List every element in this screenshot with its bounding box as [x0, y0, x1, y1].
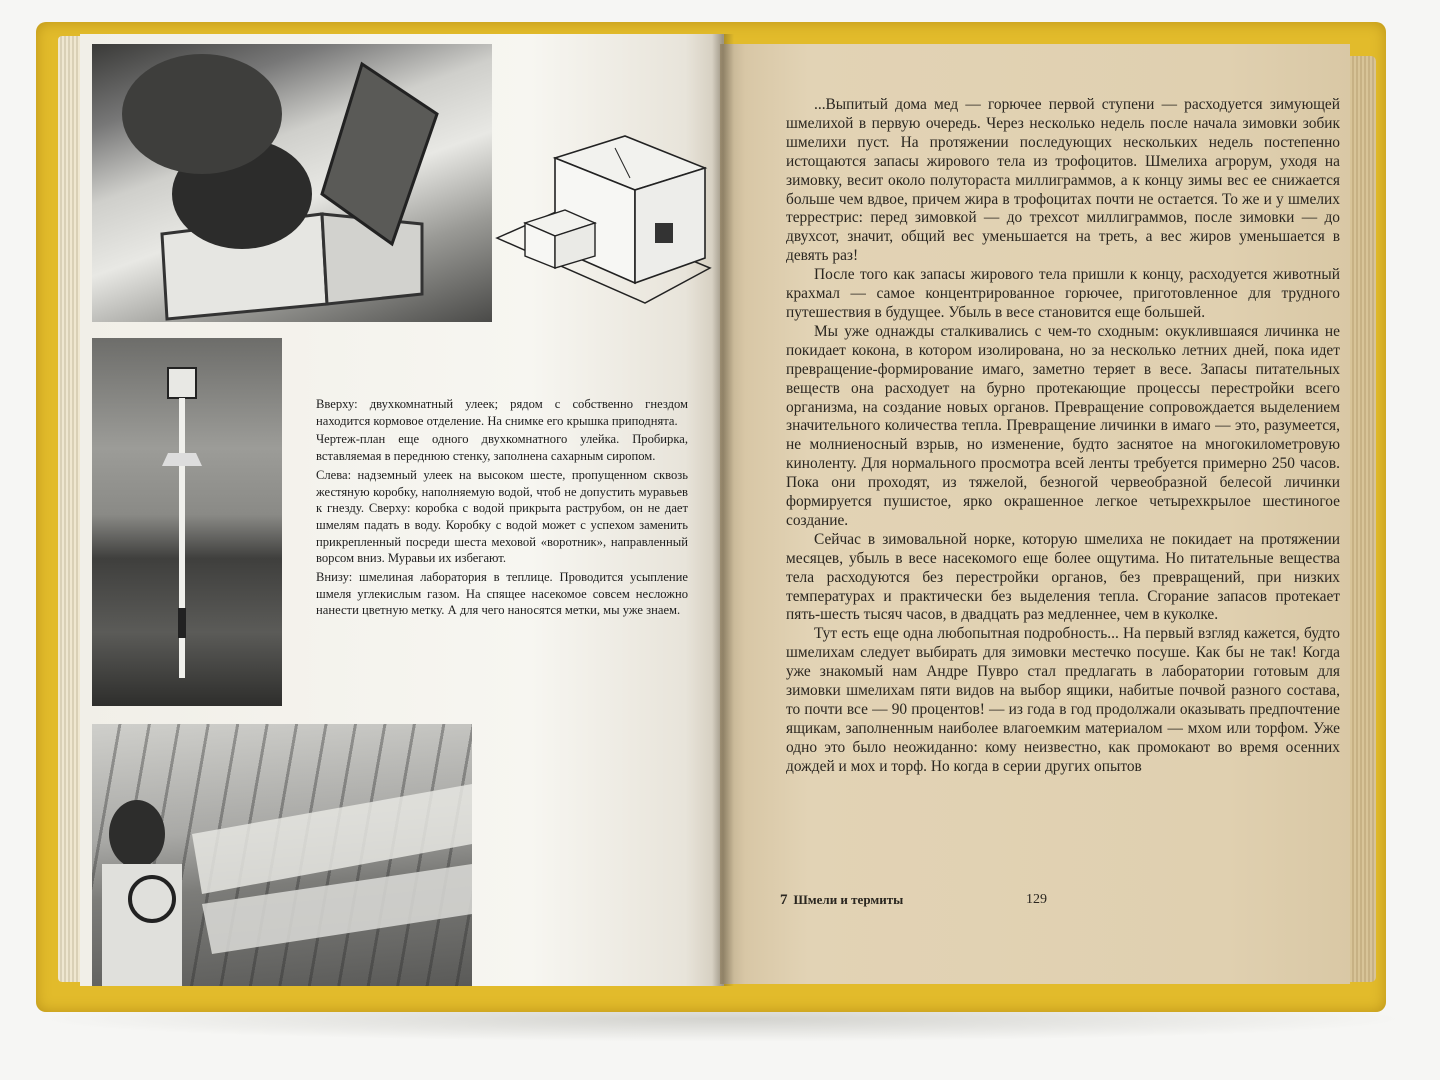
signature-mark [780, 892, 903, 909]
photo-hive-on-pole [92, 338, 282, 706]
paragraph: Сейчас в зимовальной норке, которую шмелиха не покидает на протяжении месяцев, убыль в весе насекомого еще более ощутима. Но питательные вещества тела расходуются без перестройки органов, без превращений, при низких температурах и практически без выделения тепла. Сгорание запасов протекает пять-шесть тысяч часов, в двадцать раз медленнее, чем в куколке. [786, 530, 1340, 624]
photo-greenhouse-lab [92, 724, 472, 986]
body-text [786, 96, 1340, 777]
caption-paragraph: Вверху: двухкомнатный улеек; рядом с собственно гнездом находится кормовое отделение. На снимке его крышка приподнята. [316, 397, 688, 428]
paragraph: После того как запасы жирового тела пришли к концу, расходуется животный крахмал — самое концентрированное горючее, приготовленное для трудного путешествия в будущее. Убыль в весе становится еще большей. [786, 266, 1340, 321]
caption-paragraph: Чертеж-план еще одного двухкомнатного улейка. Пробирка, вставляемая в переднюю стенку, заполнена сахарным сиропом. [316, 432, 688, 464]
signature-title: Шмели и термиты [793, 892, 904, 907]
page-footer [780, 892, 1260, 912]
photo-hive-with-hands [92, 44, 492, 322]
paragraph: ...Выпитый дома мед — горючее первой ступени — расходуется зимующей шмелихой в первую очередь. Через несколько недель после начала зимовки зобик шмелихи пуст. На протяжении последующих нескольких недель постепенно истощаются запасы жирового тела из трофоцитов. Шмелиха агрорум, уходя на зимовку, весит около полутораста миллиграммов, а к концу зимы вес ее снижается больше чем вдвое, причем жира в трофоцитах почти не остается. То же и у шмелих террестрис: перед зимовкой — до трехсот миллиграммов, после зимовки — до двухсот, значит, общий вес уменьшается на треть, а вес жиров уменьшается в девять раз! [786, 96, 1340, 265]
hive-sketch-drawing [495, 128, 717, 306]
caption-paragraph: Внизу: шмелиная лаборатория в теплице. Проводится усыпление шмеля углекислым газом. На спящее насекомое совсем несложно нанести цветную метку. А для чего наносятся метки, мы уже знаем. [316, 570, 688, 618]
paragraph: Мы уже однажды сталкивались с чем-то сходным: окуклившаяся личинка не покидает кокона, в котором изолирована, но за несколько летних дней, пока идет превращение-формирование имаго, заметно теряет в весе. Запасы питательных веществ она расходует на бурно протекающие процессы перестройки всего организма, на создание новых органов. Превращение сопровождается выделением значительного количества тепла. Превращение личинки в имаго — это, разумеется, не молниеносный взрыв, но изменение, будто заснятое на многокилометровую киноленту. Для нормального просмотра всей ленты требуется примерно 250 часов. Пока они проходят, из тяжелой, безногой червеобразной белесой личинки формируется пушистое, ярко окрашенное легкое четырехкрылое шестиногое создание. [786, 322, 1340, 529]
caption-paragraph: Слева: надземный улеек на высоком шесте, пропущенном сквозь жестяную коробку, наполняемую водой, чтоб не допустить муравьев к гнезду. Сверху: коробка с водой прикрыта раструбом, он не дает шмелям падать в воду. Коробку с водой может с успехом заменить прикрепленный посреди шеста меховой «воротник», направленный ворсом вниз. Муравьи их избегают. [316, 467, 688, 566]
page-number: 129 [1026, 892, 1047, 907]
paragraph: Тут есть еще одна любопытная подробность... На первый взгляд кажется, будто шмелихам следует выбирать для зимовки местечко посуше. Как бы не так! Когда уже знакомый нам Андре Пувро стал предлагать в лаборатории готовым для зимовки шмелихам пяти видов на выбор ящики, набитые почвой разного состава, то почти все — 90 процентов! — из года в год продолжали оказывать предпочтение ящикам, заполненным наиболее влагоемким материалом — мхом или торфом. Уже одно это было неожиданно: кому неизвестно, как промокают во время осенних дождей и мох и торф. Но когда в серии других опытов [786, 625, 1340, 775]
figure-caption [316, 396, 688, 621]
signature-number: 7 [780, 892, 788, 908]
